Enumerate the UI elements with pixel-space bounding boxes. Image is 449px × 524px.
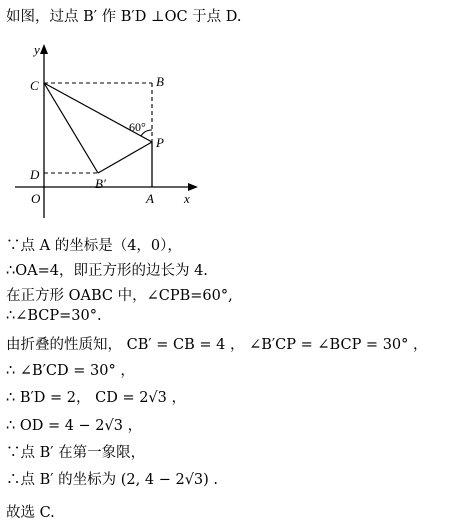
y-axis-arrow bbox=[40, 44, 48, 54]
segment-BpP bbox=[98, 142, 152, 173]
solution-line-8: ∴ OD = 4 − 2√3 ， bbox=[6, 418, 143, 434]
solution-line-1: ∵点 A 的坐标是（4，0）， bbox=[6, 238, 182, 254]
x-axis-arrow bbox=[188, 183, 198, 191]
segment-CBp bbox=[44, 83, 98, 173]
angle-label: 60° bbox=[129, 120, 146, 134]
intro-line: 如图，过点 B′ 作 B′D ⊥OC 于点 D. bbox=[6, 9, 242, 25]
label-D: D bbox=[30, 167, 40, 182]
solution-line-9: ∵点 B′ 在第一象限， bbox=[6, 445, 146, 461]
solution-line-7: ∴ B′D = 2， CD = 2√3 ， bbox=[6, 390, 186, 406]
solution-line-4: ∴∠BCP=30°. bbox=[6, 308, 102, 324]
label-B: B bbox=[156, 74, 164, 89]
label-P: P bbox=[156, 135, 164, 150]
solution-line-3: 在正方形 OABC 中，∠CPB=60°, bbox=[6, 288, 233, 304]
label-A: A bbox=[146, 191, 154, 206]
label-x: x bbox=[184, 191, 190, 206]
solution-line-5: 由折叠的性质知， CB′ = CB = 4 ， ∠B′CP = ∠BCP = 30° ， bbox=[6, 337, 428, 353]
label-Bprime: B′ bbox=[95, 176, 106, 191]
label-C: C bbox=[30, 78, 39, 93]
solution-line-2: ∴OA=4，即正方形的边长为 4. bbox=[6, 263, 208, 279]
solution-line-6: ∴ ∠B′CD = 30° ， bbox=[6, 363, 135, 379]
label-y: y bbox=[34, 42, 40, 57]
answer-line: 故选 C. bbox=[6, 505, 55, 521]
label-O: O bbox=[31, 191, 41, 206]
solution-line-10: ∴点 B′ 的坐标为 (2, 4 − 2√3) . bbox=[6, 472, 219, 488]
